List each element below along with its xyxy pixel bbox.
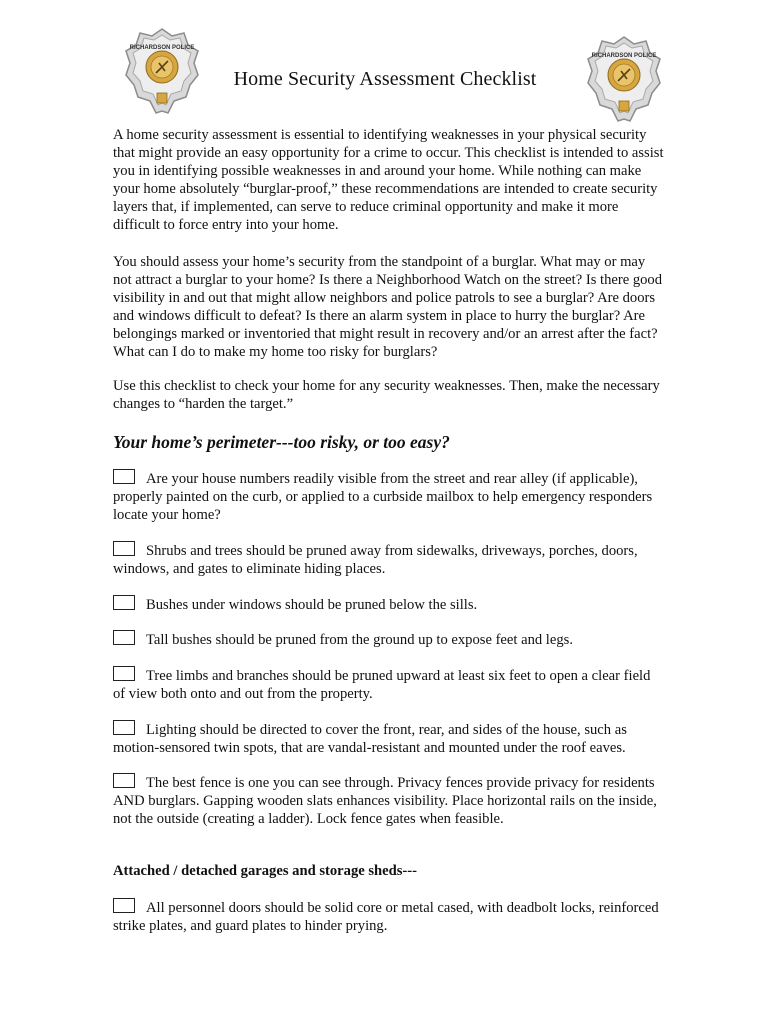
checklist-item	[113, 898, 665, 936]
checklist-item-text: Bushes under windows should be pruned below the sills.	[146, 597, 478, 613]
intro-paragraph: A home security assessment is essential to identifying weaknesses in your physical security that might provide an easy opportunity for a crime to occur. This checklist is intended to assist you in identifying possible weaknesses in and around your home. While nothing can make your home absolutely “burglar-proof,” these recommendations are intended to create security layers that, if implemented, can serve to reduce criminal opportunity and make it more difficult to force entry into your home.	[113, 127, 664, 233]
checklist-item-text: All personnel doors should be solid core or metal cased, with deadbolt locks, reinforced strike plates, and guard plates to hinder prying.	[113, 900, 659, 934]
section-heading-garages: Attached / detached garages and storage sheds---	[113, 863, 418, 879]
usage-paragraph: Use this checklist to check your home for any security weaknesses. Then, make the necessary changes to “harden the target.”	[113, 378, 660, 412]
document-title: Home Security Assessment Checklist	[233, 68, 537, 90]
checkbox[interactable]	[113, 630, 135, 645]
checklist-item	[113, 595, 665, 615]
checklist-item	[113, 773, 665, 829]
checklist-item-text: Lighting should be directed to cover the front, rear, and sides of the house, such as motion-sensored twin spots, that are vandal-resistant and mounted under the roof eaves.	[113, 722, 627, 756]
checklist-item-text: Shrubs and trees should be pruned away from sidewalks, driveways, porches, doors, windows, and gates to eliminate hiding places.	[113, 543, 638, 577]
checklist-item-text: Are your house numbers readily visible from the street and rear alley (if applicable), properly painted on the curb, or applied to a curbside mailbox to help emergency responders locate your home?	[113, 471, 653, 523]
checklist-item	[113, 666, 665, 704]
checkbox[interactable]	[113, 773, 135, 788]
checkbox[interactable]	[113, 595, 135, 610]
checkbox[interactable]	[113, 720, 135, 735]
checklist-item	[113, 720, 665, 758]
checklist-item	[113, 541, 665, 579]
checkbox[interactable]	[113, 898, 135, 913]
badge-seal-text: RICHARDSON POLICE	[591, 53, 657, 59]
checklist-item	[113, 630, 665, 650]
section-heading-perimeter: Your home’s perimeter---too risky, or too easy?	[113, 432, 450, 452]
checklist-item-text: Tree limbs and branches should be pruned upward at least six feet to open a clear field of view both onto and out from the property.	[113, 668, 651, 702]
badge-seal-text: RICHARDSON POLICE	[129, 45, 195, 51]
checkbox[interactable]	[113, 666, 135, 681]
checkbox[interactable]	[113, 541, 135, 556]
checkbox[interactable]	[113, 469, 135, 484]
checklist-item-text: The best fence is one you can see through. Privacy fences provide privacy for residents AND burglars. Gapping wooden slats enhances visibility. Place horizontal rails on the inside, not the outside (creating a ladder). Lock fence gates when feasible.	[113, 775, 657, 827]
checklist-item	[113, 469, 665, 525]
checklist-item-text: Tall bushes should be pruned from the ground up to expose feet and legs.	[146, 632, 573, 648]
assessment-paragraph: You should assess your home’s security from the standpoint of a burglar. What may or may not attract a burglar to your home? Is there a Neighborhood Watch on the street? Is there good visibility in and out that might allow neighbors and police patrols to see a burglar? Are doors and windows difficult to defeat? Is there an alarm system in place to hurry the burglar? Are belongings marked or inventoried that might result in recovery and/or an arrest after the fact? What can I do to make my home too risky for burglars?	[113, 254, 663, 360]
